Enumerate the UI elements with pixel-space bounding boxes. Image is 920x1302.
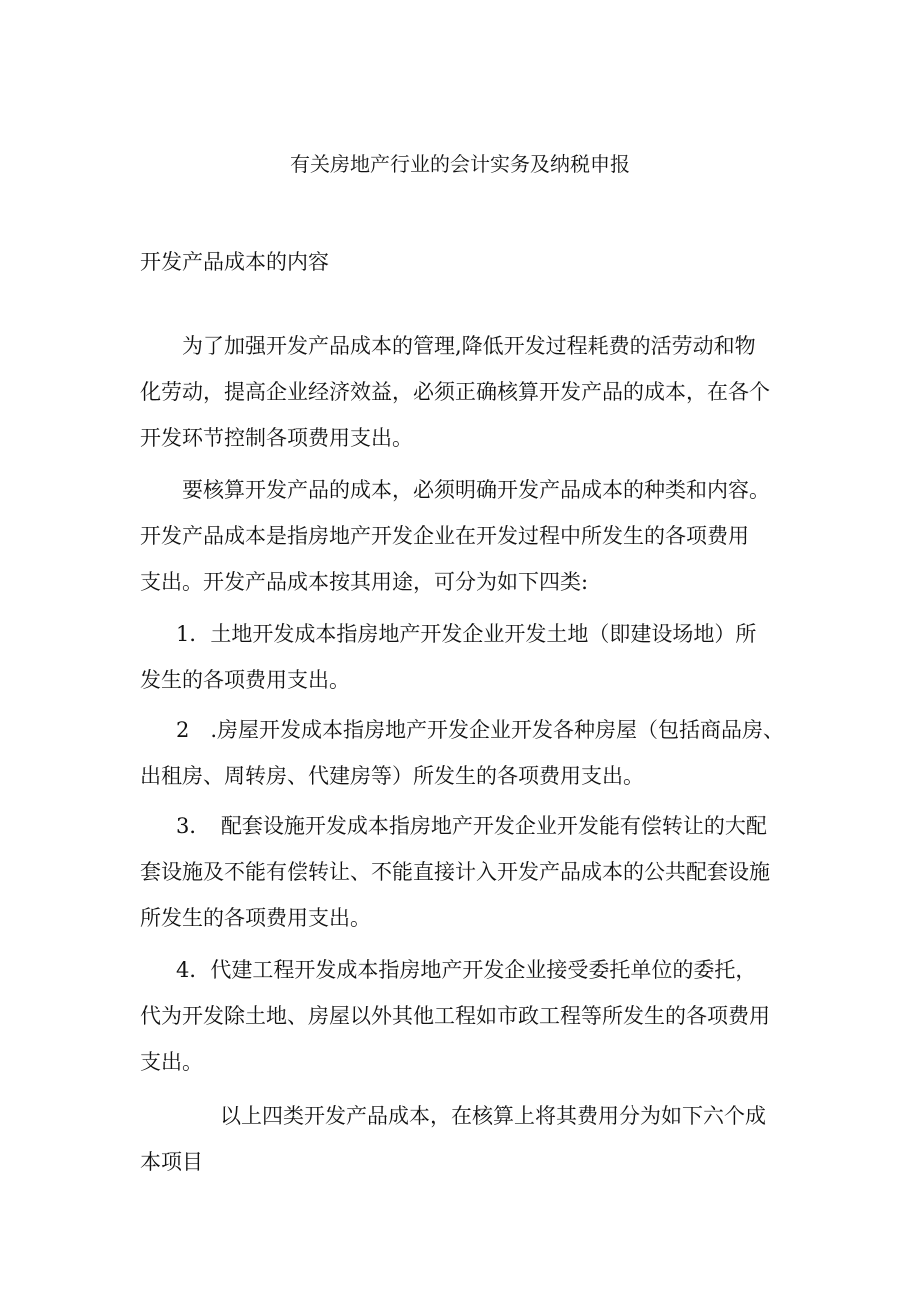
list-item-line: 支出。 xyxy=(140,1050,203,1074)
paragraph-line: 支出。开发产品成本按其用途，可分为如下四类: xyxy=(140,570,589,594)
section-heading: 开发产品成本的内容 xyxy=(140,250,329,274)
list-item-line: 所发生的各项费用支出。 xyxy=(140,906,371,930)
list-item-line: 3． 配套设施开发成本指房地产开发企业开发能有偿转让的大配 xyxy=(176,814,767,838)
paragraph-line: 开发环节控制各项费用支出。 xyxy=(140,426,413,450)
paragraph-line: 本项目 xyxy=(140,1150,203,1174)
list-item-line: 发生的各项费用支出。 xyxy=(140,668,350,692)
paragraph-line: 开发产品成本是指房地产开发企业在开发过程中所发生的各项费用 xyxy=(140,524,749,548)
paragraph-line: 化劳动，提高企业经济效益，必须正确核算开发产品的成本，在各个 xyxy=(140,380,770,404)
paragraph-line: 以上四类开发产品成本，在核算上将其费用分为如下六个成 xyxy=(220,1104,766,1128)
list-item-line: 代为开发除土地、房屋以外其他工程如市政工程等所发生的各项费用 xyxy=(140,1004,770,1028)
paragraph-line: 为了加强开发产品成本的管理,降低开发过程耗费的活劳动和物 xyxy=(182,334,756,358)
list-item-line: 出租房、周转房、代建房等）所发生的各项费用支出。 xyxy=(140,764,644,788)
list-item-line: 2 .房屋开发成本指房地产开发企业开发各种房屋（包括商品房、 xyxy=(176,718,785,742)
document-title: 有关房地产行业的会计实务及纳税申报 xyxy=(290,152,630,176)
paragraph-line: 要核算开发产品的成本，必须明确开发产品成本的种类和内容。 xyxy=(182,478,770,502)
list-item-line: 1．土地开发成本指房地产开发企业开发土地（即建设场地）所 xyxy=(176,622,757,646)
list-item-line: 套设施及不能有偿转让、不能直接计入开发产品成本的公共配套设施 xyxy=(140,860,770,884)
list-item-line: 4．代建工程开发成本指房地产开发企业接受委托单位的委托， xyxy=(176,958,757,982)
